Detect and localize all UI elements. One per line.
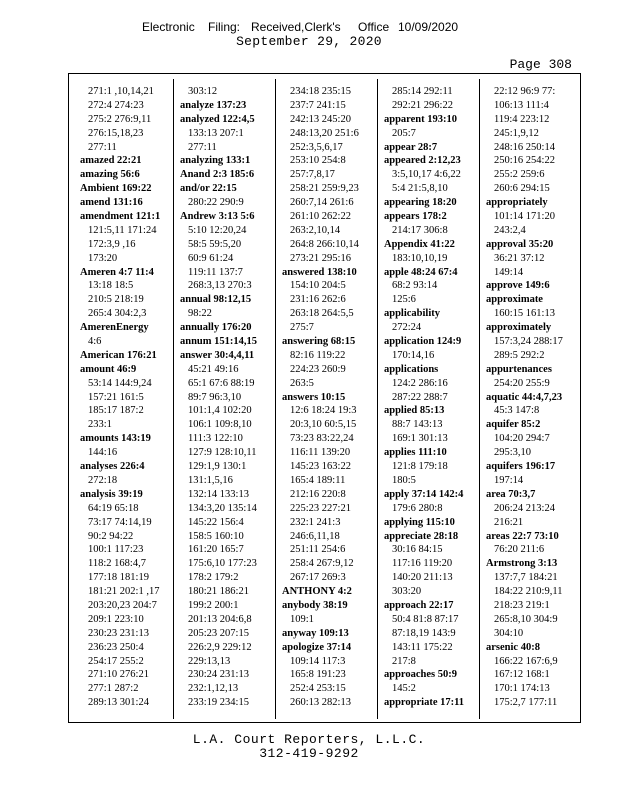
index-reference-line: 129:1,9 130:1 (188, 461, 247, 473)
index-reference-line: 201:13 204:6,8 (188, 613, 252, 625)
column-divider (173, 79, 174, 719)
index-reference-line: 289:13 301:24 (88, 697, 149, 709)
index-reference-line: 175:6,10 177:23 (188, 558, 257, 570)
index-reference-line: 118:2 168:4,7 (88, 558, 146, 570)
index-reference-line: 104:20 294:7 (494, 433, 550, 445)
index-reference-line: 252:4 253:15 (290, 683, 346, 695)
index-reference-line: 206:24 213:24 (494, 502, 555, 514)
index-reference-line: 295:3,10 (494, 447, 532, 459)
index-reference-line: 121:5,11 171:24 (88, 224, 157, 236)
index-reference-line: 180:5 (392, 474, 416, 486)
index-reference-line: 252:3,5,6,17 (290, 141, 343, 153)
index-reference-line: 170:14,16 (392, 349, 435, 361)
index-reference-line: 209:1 223:10 (88, 613, 144, 625)
index-reference-line: 173:20 (88, 252, 118, 264)
index-reference-line: 267:17 269:3 (290, 572, 346, 584)
index-reference-line: 304:10 (494, 627, 524, 639)
index-reference-line: 280:22 290:9 (188, 197, 244, 209)
index-reference-line: 183:10,10,19 (392, 252, 448, 264)
index-reference-line: 185:17 187:2 (88, 405, 144, 417)
index-headword: arsenic 40:8 (486, 641, 540, 653)
index-reference-line: 229:13,13 (188, 655, 231, 667)
index-reference-line: 125:6 (392, 294, 416, 306)
index-reference-line: 132:14 133:13 (188, 488, 249, 500)
index-reference-line: 111:3 122:10 (188, 433, 243, 445)
index-reference-line: 271:10 276:21 (88, 669, 149, 681)
index-reference-line: 149:14 (494, 266, 524, 278)
index-reference-line: 226:2,9 229:12 (188, 641, 252, 653)
index-reference-line: 254:20 255:9 (494, 377, 550, 389)
index-reference-line: 184:22 210:9,11 (494, 586, 563, 598)
index-reference-line: 5:4 21:5,8,10 (392, 183, 448, 195)
index-headword: apparent 193:10 (384, 113, 458, 125)
index-reference-line: 50:4 81:8 87:17 (392, 613, 459, 625)
footer-company: L.A. Court Reporters, L.L.C. (192, 732, 426, 747)
index-headword: appears 178:2 (384, 211, 447, 223)
index-reference-line: 263:5 (290, 377, 314, 389)
index-reference-line: 133:13 207:1 (188, 127, 244, 139)
index-reference-line: 212:16 220:8 (290, 488, 346, 500)
stamp-date: 10/09/2020 (398, 20, 459, 34)
index-headword: approximately (486, 322, 552, 334)
index-reference-line: 199:2 200:1 (188, 599, 239, 611)
index-reference-line: 234:18 235:15 (290, 86, 351, 97)
index-reference-line: 165:4 189:11 (290, 474, 346, 486)
index-reference-line: 157:3,24 288:17 (494, 336, 563, 348)
index-headword: analyze 137:23 (180, 99, 247, 111)
index-headword: applies 111:10 (384, 447, 447, 459)
footer-phone: 312-419-9292 (259, 746, 359, 761)
index-reference-line: 101:14 171:20 (494, 211, 555, 223)
index-headword: amend 131:16 (80, 197, 143, 209)
index-reference-line: 166:22 167:6,9 (494, 655, 558, 667)
index-reference-line: 272:24 (392, 322, 422, 334)
index-reference-line: 246:6,11,18 (290, 530, 340, 542)
index-reference-line: 217:8 (392, 655, 416, 667)
index-headword: approach 22:17 (384, 599, 454, 611)
index-reference-line: 225:23 227:21 (290, 502, 351, 514)
index-headword: aquatic 44:4,7,23 (486, 391, 563, 403)
index-reference-line: 261:10 262:22 (290, 211, 351, 223)
index-reference-line: 250:16 254:22 (494, 155, 555, 167)
index-reference-line: 236:23 250:4 (88, 641, 144, 653)
index-reference-line: 257:7,8,17 (290, 169, 335, 181)
index-headword: American 176:21 (80, 349, 157, 361)
index-headword: appear 28:7 (384, 141, 438, 153)
index-reference-line: 144:16 (88, 447, 118, 459)
index-reference-line: 116:11 139:20 (290, 447, 351, 459)
index-headword: amazed 22:21 (80, 155, 142, 167)
index-reference-line: 134:3,20 135:14 (188, 502, 257, 514)
index-reference-line: 87:18,19 143:9 (392, 627, 456, 639)
index-headword: approximate (486, 294, 543, 306)
index-reference-line: 181:21 202:1 ,17 (88, 586, 160, 598)
index-reference-line: 275:7 (290, 322, 314, 334)
index-reference-line: 4:6 (88, 336, 102, 348)
index-headword: aquifer 85:2 (486, 419, 541, 431)
index-reference-line: 265:8,10 304:9 (494, 613, 558, 625)
index-reference-line: 106:1 109:8,10 (188, 419, 252, 431)
index-reference-line: 161:20 165:7 (188, 544, 244, 556)
index-reference-line: 237:7 241:15 (290, 99, 346, 111)
index-reference-line: 119:4 223:12 (494, 113, 550, 125)
index-reference-line: 30:16 84:15 (392, 544, 443, 556)
index-reference-line: 263:18 264:5,5 (290, 308, 354, 320)
index-reference-line: 303:12 (188, 86, 218, 97)
index-reference-line: 292:21 296:22 (392, 99, 453, 111)
index-headword: appearing 18:20 (384, 197, 457, 209)
index-reference-line: 5:10 12:20,24 (188, 224, 247, 236)
index-headword: applications (384, 363, 439, 375)
index-reference-line: 260:13 282:13 (290, 697, 351, 709)
index-reference-line: 205:7 (392, 127, 416, 139)
index-reference-line: 205:23 207:15 (188, 627, 249, 639)
index-column-3 (282, 85, 359, 710)
index-reference-line: 260:7,14 261:6 (290, 197, 354, 209)
index-headword: amount 46:9 (80, 363, 137, 375)
index-reference-line: 253:10 254:8 (290, 155, 346, 167)
index-reference-line: 109:14 117:3 (290, 655, 346, 667)
index-reference-line: 210:5 218:19 (88, 294, 144, 306)
index-reference-line: 179:6 280:8 (392, 502, 443, 514)
index-reference-line: 177:18 181:19 (88, 572, 149, 584)
index-column-4 (384, 85, 464, 710)
index-reference-line: 232:1 241:3 (290, 516, 341, 528)
index-reference-line: 167:12 168:1 (494, 669, 550, 681)
index-reference-line: 254:17 255:2 (88, 655, 144, 667)
index-reference-line: 20:3,10 60:5,15 (290, 419, 357, 431)
index-headword: area 70:3,7 (486, 488, 536, 500)
index-headword: approval 35:20 (486, 238, 554, 250)
index-reference-line: 287:22 288:7 (392, 391, 448, 403)
index-reference-line: 242:13 245:20 (290, 113, 351, 125)
index-headword: applied 85:13 (384, 405, 445, 417)
index-reference-line: 251:11 254:6 (290, 544, 346, 556)
stamp-filing: Filing: (208, 20, 241, 34)
index-reference-line: 180:21 186:21 (188, 586, 249, 598)
index-reference-line: 53:14 144:9,24 (88, 377, 152, 389)
index-headword: apple 48:24 67:4 (384, 266, 458, 278)
index-reference-line: 224:23 260:9 (290, 363, 346, 375)
index-reference-line: 231:16 262:6 (290, 294, 346, 306)
index-reference-line: 90:2 94:22 (88, 530, 134, 542)
index-reference-line: 68:2 93:14 (392, 280, 438, 292)
index-reference-line: 119:11 137:7 (188, 266, 243, 278)
index-reference-line: 109:1 (290, 613, 314, 625)
index-headword: appeared 2:12,23 (384, 155, 461, 167)
index-reference-line: 158:5 160:10 (188, 530, 244, 542)
index-headword: annum 151:14,15 (180, 336, 258, 348)
index-headword: annual 98:12,15 (180, 294, 252, 306)
index-headword: analysis 39:19 (80, 488, 143, 500)
index-reference-line: 272:18 (88, 474, 118, 486)
index-reference-line: 203:20,23 204:7 (88, 599, 157, 611)
index-reference-line: 230:24 231:13 (188, 669, 249, 681)
index-headword: Andrew 3:13 5:6 (180, 211, 255, 223)
index-headword: apply 37:14 142:4 (384, 488, 464, 500)
index-reference-line: 260:6 294:15 (494, 183, 550, 195)
index-reference-line: 245:1,9,12 (494, 127, 539, 139)
index-reference-line: 277:11 (188, 141, 217, 153)
index-headword: areas 22:7 73:10 (486, 530, 559, 542)
hearing-date: September 29, 2020 (236, 34, 382, 49)
index-reference-line: 73:17 74:14,19 (88, 516, 152, 528)
index-headword: Anand 2:3 185:6 (180, 169, 255, 181)
index-reference-line: 3:5,10,17 4:6,22 (392, 169, 461, 181)
index-headword: appreciate 28:18 (384, 530, 459, 542)
index-reference-line: 157:21 161:5 (88, 391, 144, 403)
index-headword: analyzed 122:4,5 (180, 113, 255, 125)
stamp-office: Office (358, 20, 390, 34)
column-divider (479, 79, 480, 719)
index-reference-line: 58:5 59:5,20 (188, 238, 242, 250)
index-reference-line: 277:1 287:2 (88, 683, 139, 695)
index-reference-line: 73:23 83:22,24 (290, 433, 354, 445)
index-reference-line: 98:22 (188, 308, 212, 320)
index-reference-line: 13:18 18:5 (88, 280, 134, 292)
index-reference-line: 169:1 301:13 (392, 433, 448, 445)
column-divider (275, 79, 276, 719)
index-headword: AmerenEnergy (80, 322, 149, 334)
index-reference-line: 276:15,18,23 (88, 127, 144, 139)
index-headword: appropriately (486, 197, 548, 209)
index-headword: approve 149:6 (486, 280, 550, 292)
index-reference-line: 127:9 128:10,11 (188, 447, 257, 459)
index-reference-line: 273:21 295:16 (290, 252, 351, 264)
index-headword: approaches 50:9 (384, 669, 458, 681)
index-reference-line: 258:21 259:9,23 (290, 183, 359, 195)
index-reference-line: 275:2 276:9,11 (88, 113, 152, 125)
index-reference-line: 154:10 204:5 (290, 280, 346, 292)
index-reference-line: 106:13 111:4 (494, 99, 549, 111)
index-headword: appropriate 17:11 (384, 697, 465, 709)
index-headword: amazing 56:6 (80, 169, 140, 181)
index-headword: Ambient 169:22 (80, 183, 152, 195)
index-headword: amendment 121:1 (80, 211, 161, 223)
stamp-received: Received,Clerk's (251, 20, 341, 34)
index-reference-line: 271:1 ,10,14,21 (88, 86, 154, 97)
index-reference-line: 143:11 175:22 (392, 641, 453, 653)
index-headword: anyway 109:13 (282, 627, 349, 639)
index-headword: Ameren 4:7 11:4 (80, 266, 154, 278)
index-reference-line: 277:11 (88, 141, 117, 153)
index-reference-line: 255:2 259:6 (494, 169, 545, 181)
index-reference-line: 140:20 211:13 (392, 572, 453, 584)
index-reference-line: 36:21 37:12 (494, 252, 545, 264)
index-headword: applying 115:10 (384, 516, 455, 528)
index-reference-line: 145:2 (392, 683, 416, 695)
index-column-5 (486, 85, 563, 710)
index-reference-line: 268:3,13 270:3 (188, 280, 252, 292)
index-headword: ANTHONY 4:2 (282, 586, 352, 598)
index-reference-line: 197:14 (494, 474, 524, 486)
index-reference-line: 214:17 306:8 (392, 224, 448, 236)
index-headword: answers 10:15 (282, 391, 346, 403)
index-reference-line: 248:13,20 251:6 (290, 127, 359, 139)
index-headword: appurtenances (486, 363, 552, 375)
index-reference-line: 64:19 65:18 (88, 502, 139, 514)
index-reference-line: 12:6 18:24 19:3 (290, 405, 357, 417)
index-reference-line: 285:14 292:11 (392, 86, 453, 97)
index-reference-line: 230:23 231:13 (88, 627, 149, 639)
index-reference-line: 65:1 67:6 88:19 (188, 377, 255, 389)
index-headword: annually 176:20 (180, 322, 252, 334)
index-column-1 (80, 85, 160, 710)
index-reference-line: 131:1,5,16 (188, 474, 233, 486)
index-reference-line: 60:9 61:24 (188, 252, 234, 264)
index-reference-line: 216:21 (494, 516, 524, 528)
index-reference-line: 218:23 219:1 (494, 599, 550, 611)
index-reference-line: 170:1 174:13 (494, 683, 550, 695)
index-reference-line: 89:7 96:3,10 (188, 391, 242, 403)
page-number: Page 308 (509, 57, 572, 72)
index-reference-line: 145:22 156:4 (188, 516, 244, 528)
index-reference-line: 88:7 143:13 (392, 419, 443, 431)
index-reference-line: 175:2,7 177:11 (494, 697, 558, 709)
index-headword: answering 68:15 (282, 336, 356, 348)
index-headword: apologize 37:14 (282, 641, 352, 653)
index-headword: Armstrong 3:13 (486, 558, 558, 570)
index-reference-line: 172:3,9 ,16 (88, 238, 136, 250)
index-reference-line: 258:4 267:9,12 (290, 558, 354, 570)
index-headword: analyzing 133:1 (180, 155, 251, 167)
index-reference-line: 248:16 250:14 (494, 141, 555, 153)
index-reference-line: 165:8 191:23 (290, 669, 346, 681)
index-reference-line: 100:1 117:23 (88, 544, 144, 556)
index-reference-line: 178:2 179:2 (188, 572, 239, 584)
index-headword: analyses 226:4 (80, 461, 145, 473)
index-headword: answered 138:10 (282, 266, 357, 278)
index-reference-line: 160:15 161:13 (494, 308, 555, 320)
index-reference-line: 22:12 96:9 77: (494, 86, 556, 97)
index-reference-line: 124:2 286:16 (392, 377, 448, 389)
index-headword: Appendix 41:22 (384, 238, 455, 250)
index-reference-line: 303:20 (392, 586, 422, 598)
index-reference-line: 82:16 119:22 (290, 349, 346, 361)
index-reference-line: 137:7,7 184:21 (494, 572, 558, 584)
index-headword: anybody 38:19 (282, 599, 348, 611)
index-reference-line: 45:3 147:8 (494, 405, 540, 417)
index-reference-line: 272:4 274:23 (88, 99, 144, 111)
index-reference-line: 76:20 211:6 (494, 544, 545, 556)
stamp-electronic: Electronic (142, 20, 195, 34)
index-headword: answer 30:4,4,11 (180, 349, 255, 361)
index-reference-line: 121:8 179:18 (392, 461, 448, 473)
index-headword: applicability (384, 308, 441, 320)
index-headword: and/or 22:15 (180, 183, 237, 195)
index-reference-line: 101:1,4 102:20 (188, 405, 252, 417)
index-reference-line: 232:1,12,13 (188, 683, 239, 695)
index-headword: amounts 143:19 (80, 433, 151, 445)
index-headword: application 124:9 (384, 336, 462, 348)
index-reference-line: 45:21 49:16 (188, 363, 239, 375)
index-reference-line: 243:2,4 (494, 224, 526, 236)
index-reference-line: 145:23 163:22 (290, 461, 351, 473)
index-reference-line: 117:16 119:20 (392, 558, 453, 570)
column-divider (377, 79, 378, 719)
index-reference-line: 265:4 304:2,3 (88, 308, 147, 320)
index-reference-line: 233:1 (88, 419, 112, 431)
index-column-2 (180, 85, 257, 710)
index-reference-line: 263:2,10,14 (290, 224, 341, 236)
index-reference-line: 233:19 234:15 (188, 697, 249, 709)
index-headword: aquifers 196:17 (486, 461, 556, 473)
index-reference-line: 289:5 292:2 (494, 349, 545, 361)
index-reference-line: 264:8 266:10,14 (290, 238, 359, 250)
